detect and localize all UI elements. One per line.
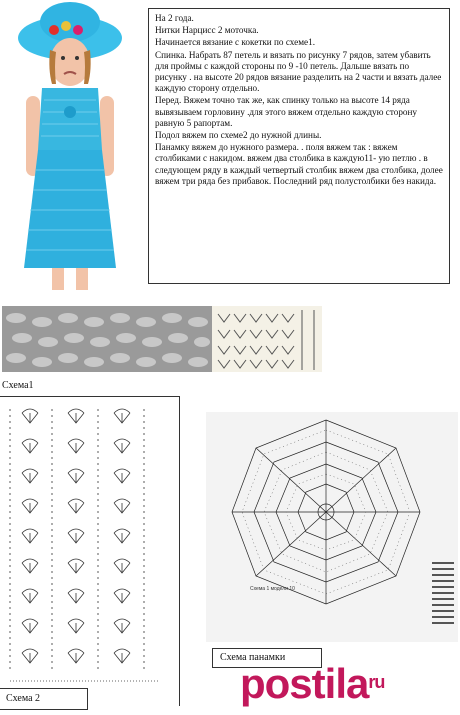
stitch-swatch-image bbox=[2, 300, 322, 380]
watermark-main: postila bbox=[240, 660, 369, 707]
scheme1-label: Схема1 bbox=[2, 380, 34, 391]
instruction-line: Нитки Нарцисс 2 моточка. bbox=[155, 25, 259, 36]
scheme2-frame bbox=[0, 396, 180, 706]
hat-scheme-label: Схема панамки bbox=[220, 652, 286, 663]
instruction-line: Панамку вяжем до нужного размера. . поля вяжем так : вяжем столбиками с накидом. вяжем два столбика в каждую11- ую петлю . в следующем ряду в каждый четвертый столбик вяжем два столбика, долее вяжем три ряда без прибавок. Последний ряд полустолбики без накида. bbox=[155, 142, 443, 186]
instruction-line: На 2 года. bbox=[155, 13, 194, 23]
hat-scheme-diagram bbox=[206, 412, 458, 642]
postila-watermark bbox=[240, 660, 384, 708]
child-dress-photo bbox=[4, 0, 136, 290]
hat-caption: Схема 1 модели 10 bbox=[250, 586, 295, 592]
instruction-line: Спинка. Набрать 87 петель и вязать по рисунку 7 рядов, затем убавить для проймы с каждой стороны по 9 -10 петель. Дальше вязать по рисунку . на высоте 20 рядов вязание разделить на 2 части и вязать далее каждую сторону отдельно. bbox=[155, 49, 442, 94]
watermark-suffix: ru bbox=[368, 672, 385, 692]
instruction-line: Подол вяжем по схеме2 до нужной длины. bbox=[155, 130, 322, 141]
instruction-line: Перед. Вяжем точно так же, как спинку только на высоте 14 ряда вывязываем горловину .для этого вяжем отдельно каждую сторону равную 5 рапортам. bbox=[155, 95, 418, 128]
scheme2-label: Схема 2 bbox=[6, 693, 41, 704]
instruction-line: Начинается вязание с кокетки по схеме1. bbox=[155, 37, 315, 48]
instructions-box bbox=[148, 8, 450, 284]
